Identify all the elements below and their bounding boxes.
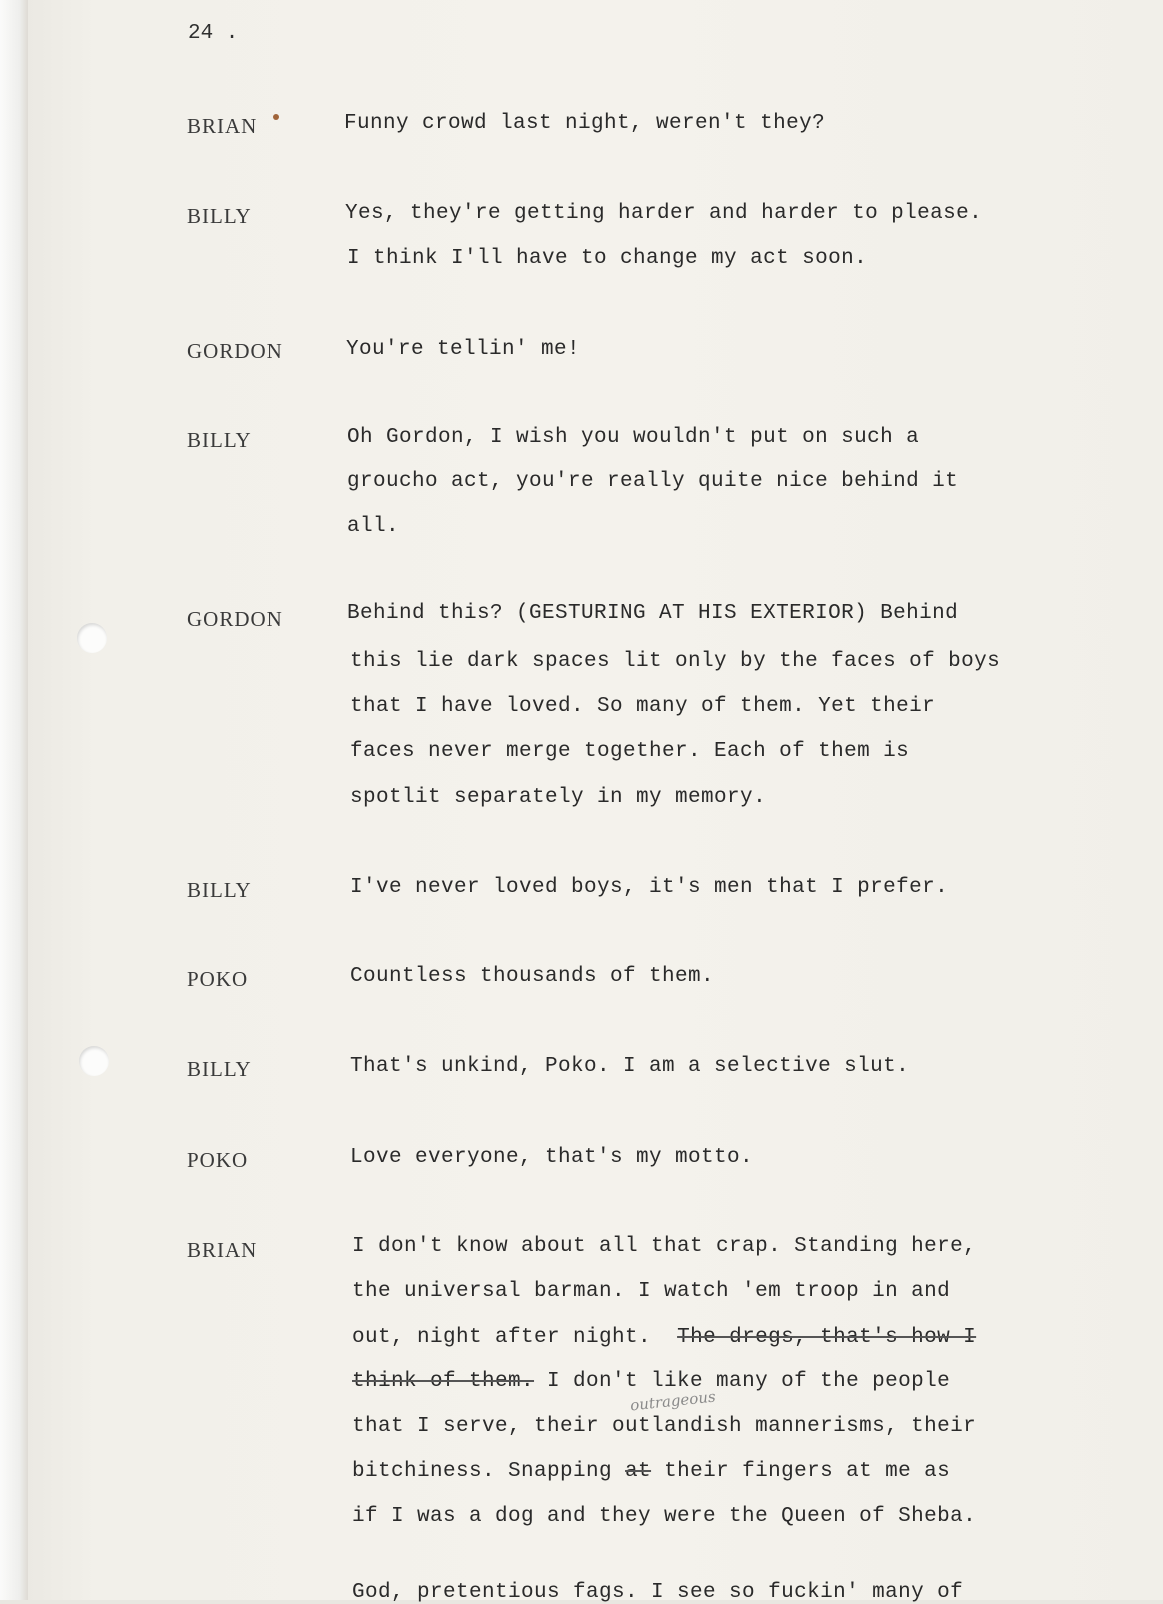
dialogue-line: groucho act, you're really quite nice behind it: [347, 470, 959, 493]
dialogue-line: Countless thousands of them.: [350, 965, 715, 988]
struck-text: at: [625, 1460, 652, 1483]
dialogue-line: I've never loved boys, it's men that I prefer.: [350, 876, 949, 899]
speaker-name: BILLY: [187, 204, 252, 228]
dialogue-line: [352, 1460, 950, 1483]
speaker-name: POKO: [187, 1148, 249, 1172]
dialogue-line: [352, 1370, 950, 1393]
speaker-name: BILLY: [187, 1057, 252, 1081]
dialogue-line: Behind this? (GESTURING AT HIS EXTERIOR) Behind: [347, 602, 959, 625]
speaker-name: BRIAN: [187, 1238, 258, 1262]
speaker-name: BILLY: [187, 428, 252, 452]
dialogue-line: faces never merge together. Each of them is: [350, 740, 910, 763]
handwritten-annotation: outrageous: [629, 1387, 717, 1415]
dialogue-line: Yes, they're getting harder and harder to please.: [345, 202, 983, 225]
dialogue-text: out, night after night.: [352, 1326, 652, 1349]
speaker-name: BILLY: [187, 878, 252, 902]
dialogue-line: that I have loved. So many of them. Yet their: [350, 695, 936, 718]
speaker-name: GORDON: [187, 607, 283, 631]
dialogue-line: if I was a dog and they were the Queen of Sheba.: [352, 1505, 977, 1528]
dialogue-text: their fingers at me as: [651, 1460, 951, 1483]
dialogue-line: Oh Gordon, I wish you wouldn't put on such a: [347, 426, 920, 449]
dialogue-line: all.: [347, 515, 400, 538]
struck-text: The dregs, that's how I: [677, 1326, 977, 1349]
ink-dot: [273, 114, 279, 120]
page-number: 24 .: [188, 22, 239, 45]
dialogue-line: God, pretentious fags. I see so fuckin' many of: [352, 1581, 964, 1604]
dialogue-line: [352, 1326, 976, 1349]
page-left-edge: [0, 0, 28, 1600]
speaker-name: BRIAN: [187, 114, 258, 138]
dialogue-line: that I serve, their outlandish mannerisms, their: [352, 1415, 977, 1438]
speaker-name: POKO: [187, 967, 249, 991]
dialogue-line: I don't know about all that crap. Standing here,: [352, 1235, 977, 1258]
punch-hole: [77, 623, 107, 653]
dialogue-line: the universal barman. I watch 'em troop in and: [352, 1280, 951, 1303]
dialogue-line: That's unkind, Poko. I am a selective slut.: [350, 1055, 910, 1078]
dialogue-line: Love everyone, that's my motto.: [350, 1146, 754, 1169]
dialogue-line: spotlit separately in my memory.: [350, 786, 767, 809]
dialogue-line: You're tellin' me!: [346, 338, 581, 361]
dialogue-line: Funny crowd last night, weren't they?: [344, 112, 826, 135]
dialogue-line: I think I'll have to change my act soon.: [347, 247, 868, 270]
dialogue-text: bitchiness. Snapping: [352, 1460, 626, 1483]
punch-hole: [79, 1046, 109, 1076]
dialogue-line: this lie dark spaces lit only by the faces of boys: [350, 650, 1001, 673]
speaker-name: GORDON: [187, 339, 283, 363]
dialogue-text: I don't like many of the people: [534, 1370, 951, 1393]
struck-text: think of them.: [352, 1370, 535, 1393]
